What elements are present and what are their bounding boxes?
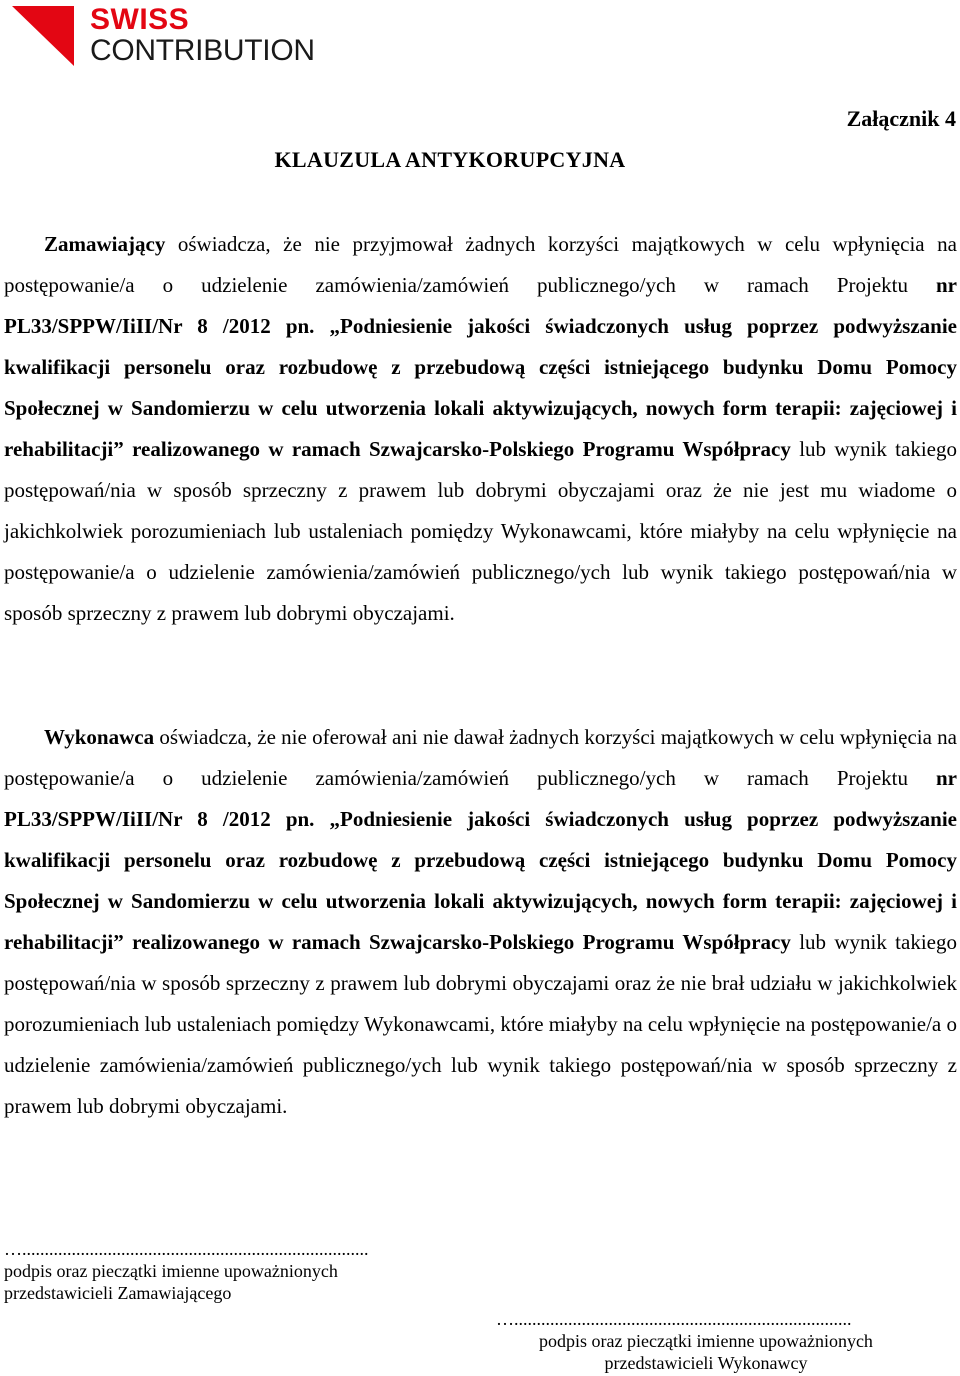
- clause-text-end: lub wynik takiego postępowań/nia w sposób sprzeczny z prawem lub dobrymi obyczajami oraz że nie brał udziału w jakichkolwiek porozumieniach lub ustaleniach pomiędzy Wykonawcami, które miałyby na celu wpłynięcie na postępowanie/a o udzielenie zamówienia/zamówień publicznego/ych lub wynik takiego postępowań/nia w sposób sprzeczny z prawem lub dobrymi obyczajami.: [4, 930, 957, 1118]
- signature-block-contractor: [496, 1308, 916, 1374]
- signature-caption-line1: podpis oraz pieczątki imienne upoważnionych: [539, 1331, 873, 1351]
- signature-line: …...........................................................................: [496, 1309, 852, 1329]
- clause-subject: Wykonawca: [44, 725, 155, 749]
- contractor-clause: [4, 717, 957, 1127]
- signature-block-contracting-authority: [4, 1238, 424, 1304]
- signature-caption-line2: przedstawicieli Wykonawcy: [604, 1353, 808, 1373]
- logo-mark-icon: [12, 6, 74, 66]
- project-name: nr PL33/SPPW/IiII/Nr 8 /2012 pn. „Podniesienie jakości świadczonych usług poprzez podwyższanie kwalifikacji personelu oraz rozbudowę z przebudową części istniejącego budynku Domu Pomocy Społecznej w Sandomierzu w celu utworzenia lokali aktywizujących, nowych form terapii: zajęciowej i rehabilitacji” realizowanego w ramach Szwajcarsko-Polskiego Programu Współpracy: [4, 766, 957, 954]
- project-name: nr PL33/SPPW/IiII/Nr 8 /2012 pn. „Podniesienie jakości świadczonych usług poprzez podwyższanie kwalifikacji personelu oraz rozbudowę z przebudową części istniejącego budynku Domu Pomocy Społecznej w Sandomierzu w celu utworzenia lokali aktywizujących, nowych form terapii: zajęciowej i rehabilitacji” realizowanego w ramach Szwajcarsko-Polskiego Programu Współpracy: [4, 273, 957, 461]
- contracting-authority-clause: [4, 224, 957, 634]
- signature-line: ….............................................................................: [4, 1239, 369, 1259]
- clause-text: oświadcza, że nie oferował ani nie dawał żadnych korzyści majątkowych w celu wpłynięcia na postępowanie/a o udzielenie zamówienia/zamówień publicznego/ych w ramach Projektu: [4, 725, 957, 790]
- logo-line-swiss: SWISS: [90, 3, 190, 36]
- clause-text-end: lub wynik takiego postępowań/nia w sposób sprzeczny z prawem lub dobrymi obyczajami oraz że nie jest mu wiadome o jakichkolwiek porozumieniach lub ustaleniach pomiędzy Wykonawcami, które miałyby na celu wpłynięcie na postępowanie/a o udzielenie zamówienia/zamówień publicznego/ych lub wynik takiego postępowań/nia w sposób sprzeczny z prawem lub dobrymi obyczajami.: [4, 437, 957, 625]
- signature-caption-line2: przedstawicieli Zamawiającego: [4, 1283, 232, 1303]
- logo-wordmark: [90, 3, 315, 68]
- clause-text: oświadcza, że nie przyjmował żadnych korzyści majątkowych w celu wpłynięcia na postępowanie/a o udzielenie zamówienia/zamówień publicznego/ych w ramach Projektu: [4, 232, 957, 297]
- clause-subject: Zamawiający: [44, 232, 166, 256]
- logo-line-contribution: CONTRIBUTION: [90, 34, 315, 67]
- document-title-text: KLAUZULA ANTYKORUPCYJNA: [274, 147, 626, 172]
- document-title: [0, 147, 960, 173]
- annex-label: Załącznik 4: [846, 106, 956, 131]
- signature-caption-line1: podpis oraz pieczątki imienne upoważnionych: [4, 1261, 338, 1281]
